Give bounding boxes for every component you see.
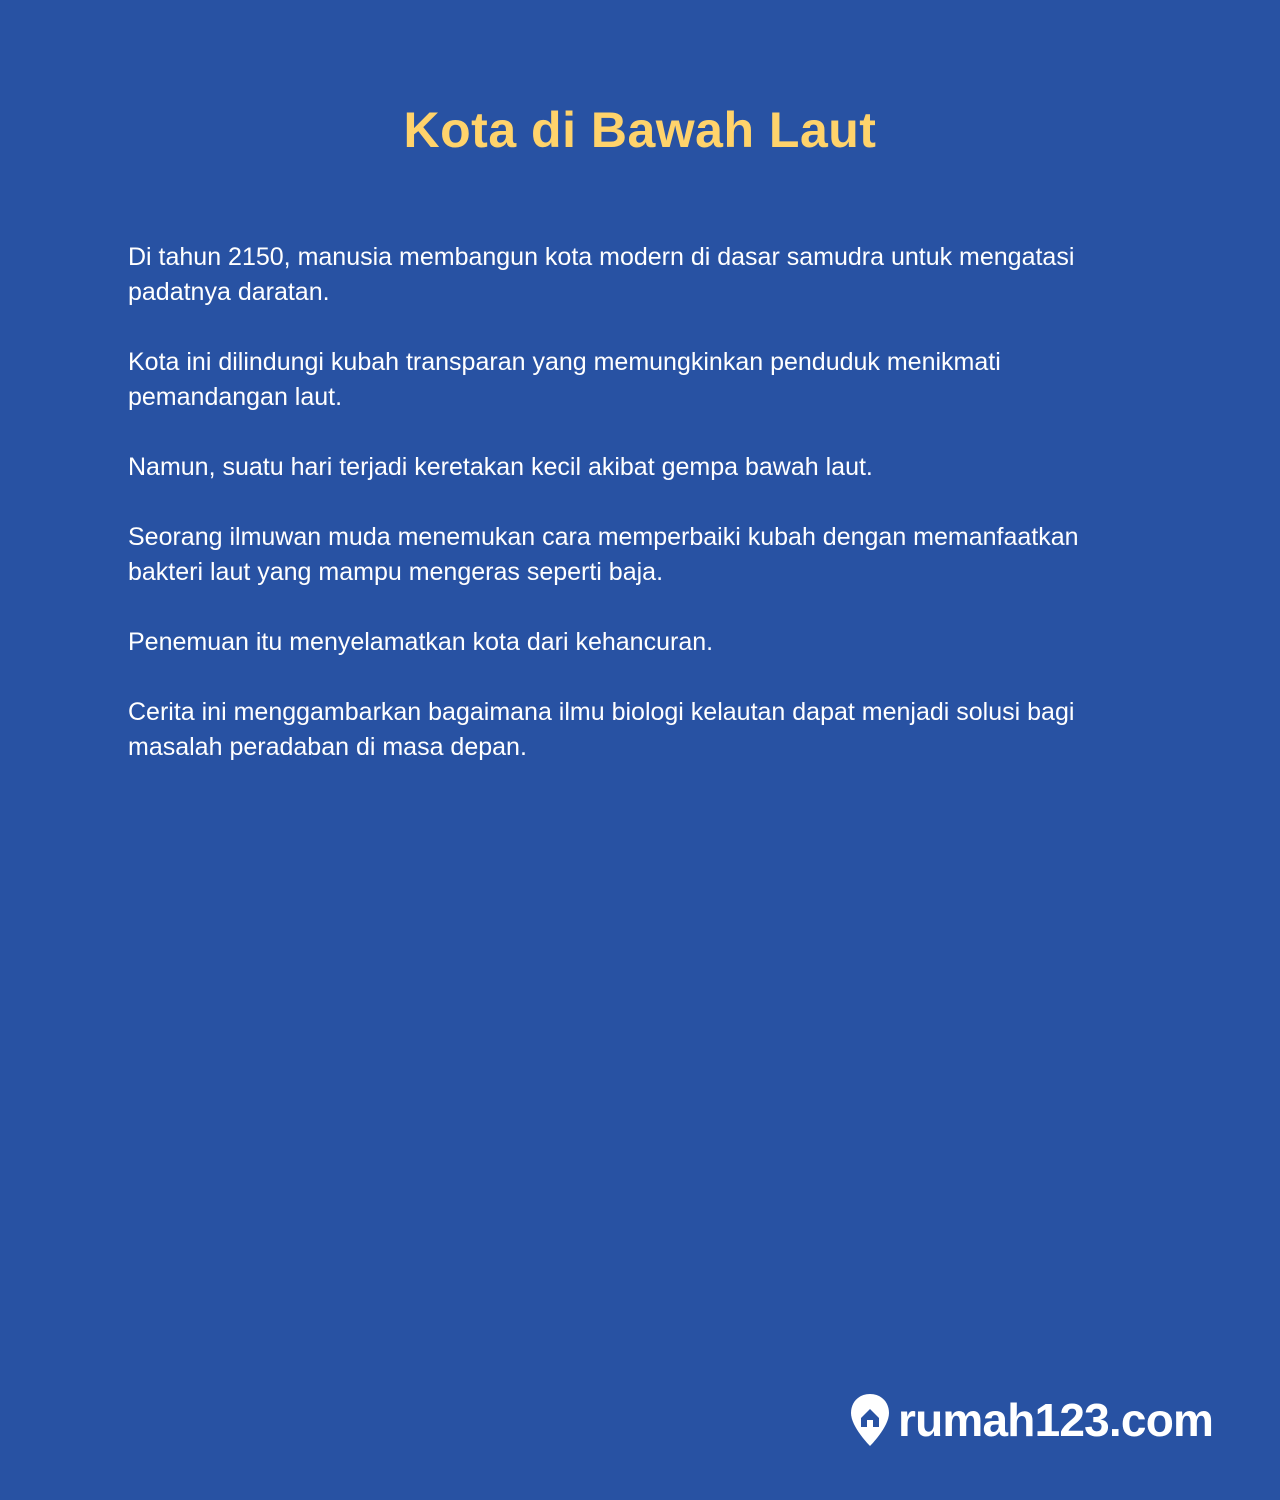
brand-text: rumah123.com — [898, 1394, 1214, 1446]
paragraph-4: Seorang ilmuwan muda menemukan cara memperbaiki kubah dengan memanfaatkan bakteri laut yang mampu mengeras seperti baja. — [128, 523, 1079, 586]
paragraph-1: Di tahun 2150, manusia membangun kota modern di dasar samudra untuk mengatasi padatnya daratan. — [128, 243, 1075, 306]
paragraph-2: Kota ini dilindungi kubah transparan yang memungkinkan penduduk menikmati pemandangan laut. — [128, 348, 1001, 411]
story-body — [128, 240, 1128, 800]
brand-logo — [848, 1388, 1228, 1452]
paragraph-3: Namun, suatu hari terjadi keretakan kecil akibat gempa bawah laut. — [128, 453, 873, 481]
paragraph-6: Cerita ini menggambarkan bagaimana ilmu biologi kelautan dapat menjadi solusi bagi masalah peradaban di masa depan. — [128, 698, 1075, 761]
page-title: Kota di Bawah Laut — [403, 102, 877, 158]
map-pin-house-icon — [848, 1392, 892, 1448]
paragraph-5: Penemuan itu menyelamatkan kota dari kehancuran. — [128, 628, 714, 656]
